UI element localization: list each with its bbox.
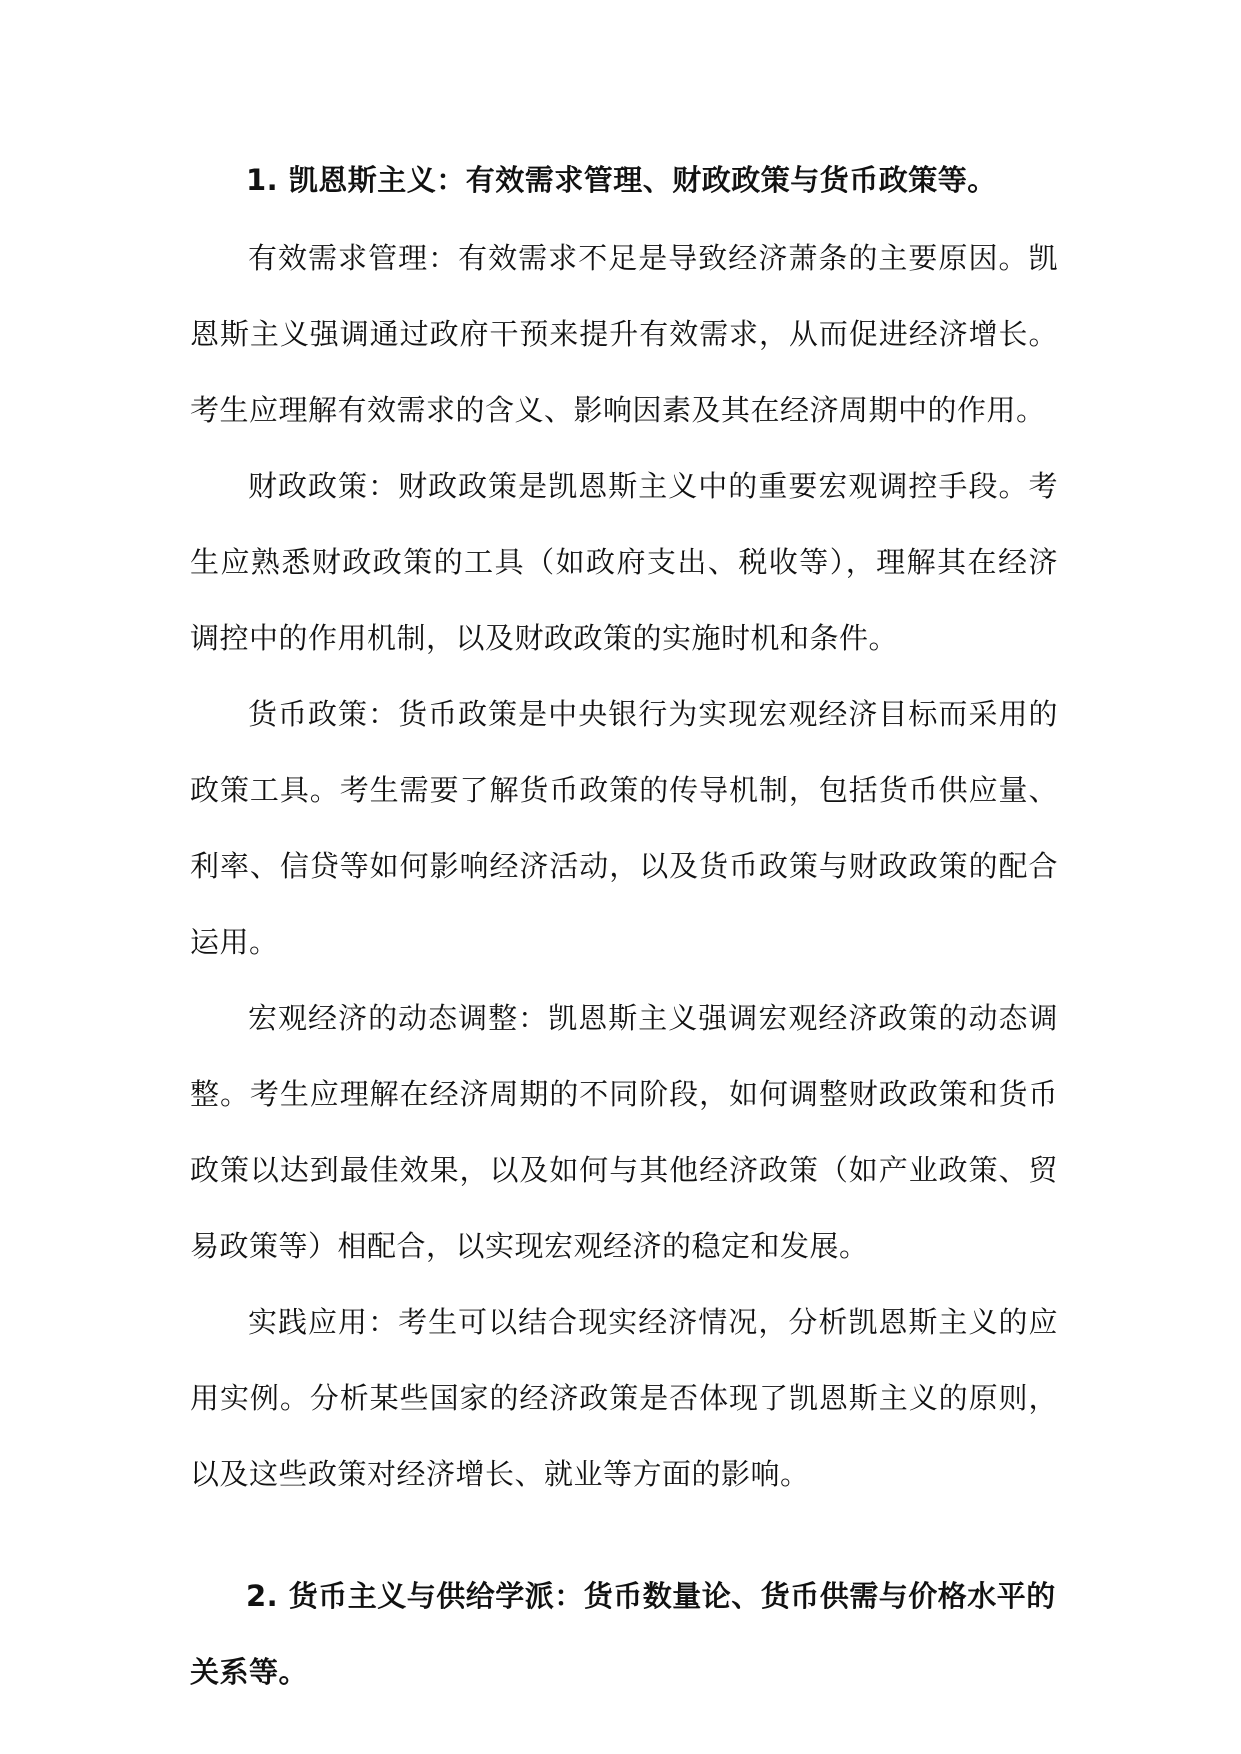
section-1-heading: 1. 凯恩斯主义：有效需求管理、财政政策与货币政策等。 xyxy=(246,163,997,197)
section-2-heading: 2. 货币主义与供给学派：货币数量论、货币供需与价格水平的关系等。 xyxy=(190,1579,1056,1689)
paragraph-practical-application: 实践应用：考生可以结合现实经济情况，分析凯恩斯主义的应用实例。分析某些国家的经济政策是否体现了凯恩斯主义的原则，以及这些政策对经济增长、就业等方面的影响。 xyxy=(190,1305,1058,1491)
paragraph-fiscal-policy: 财政政策：财政政策是凯恩斯主义中的重要宏观调控手段。考生应熟悉财政政策的工具（如政府支出、税收等），理解其在经济调控中的作用机制，以及财政政策的实施时机和条件。 xyxy=(190,469,1058,655)
document-body xyxy=(190,142,1058,1710)
paragraph-dynamic-adjustment: 宏观经济的动态调整：凯恩斯主义强调宏观经济政策的动态调整。考生应理解在经济周期的不同阶段，如何调整财政政策和货币政策以达到最佳效果，以及如何与其他经济政策（如产业政策、贸易政策等）相配合，以实现宏观经济的稳定和发展。 xyxy=(190,1001,1058,1263)
paragraph-monetary-policy: 货币政策：货币政策是中央银行为实现宏观经济目标而采用的政策工具。考生需要了解货币政策的传导机制，包括货币供应量、利率、信贷等如何影响经济活动，以及货币政策与财政政策的配合运用。 xyxy=(190,697,1058,959)
paragraph-effective-demand: 有效需求管理：有效需求不足是导致经济萧条的主要原因。凯恩斯主义强调通过政府干预来提升有效需求，从而促进经济增长。考生应理解有效需求的含义、影响因素及其在经济周期中的作用。 xyxy=(190,241,1058,427)
